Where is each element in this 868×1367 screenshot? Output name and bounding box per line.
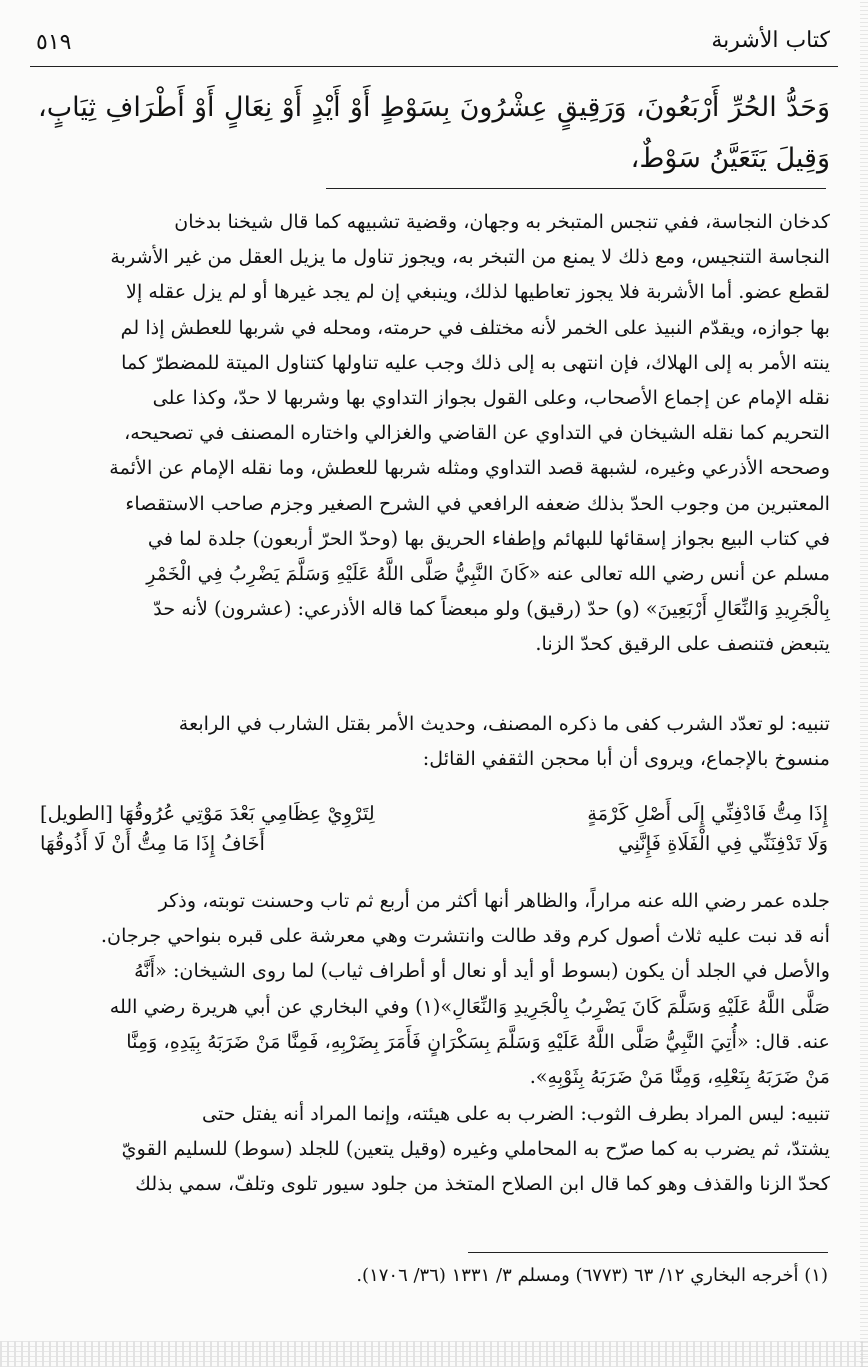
text-line: عنه. قال: «أُتِيَ النَّبِيُّ صَلَّى اللَّهُ عَلَيْهِ وَسَلَّمَ بِسَكْرَانٍ فَأَمَرَ بِضَرْبِهِ، فَمِنَّا مَنْ ضَرَبَهُ بِيَدِهِ، وَمِنَّا (126, 1029, 830, 1053)
footnote-separator (468, 1252, 828, 1253)
decorative-border (0, 1341, 868, 1367)
chapter-title: كتاب الأشربة (711, 28, 830, 53)
text-line: يشتدّ، ثم يضرب به كما صرّح به المحاملي وغيره (وقيل يتعين) للجلد (سوط) للسليم القويّ (121, 1137, 830, 1161)
text-line: النجاسة التنجيس، ومع ذلك لا يمنع من التبخر به، ويجوز تناول ما يزيل العقل من غير الأشربة (110, 245, 830, 269)
verse-hemistich: وَلَا تَدْفِنَنِّي فِي الْفَلَاةِ فَإِنَّنِي (618, 832, 828, 855)
text-line: منسوخ بالإجماع، ويروى أن أبا محجن الثقفي القائل: (422, 747, 830, 771)
text-line: التحريم كما نقله الشيخان في التداوي عن القاضي والغزالي واختاره المصنف في تصحيحه، (124, 421, 830, 445)
verse-line-1 (40, 799, 828, 829)
verse-hemistich: إِذَا مِتُّ فَادْفِنِّي إِلَى أَصْلِ كَرْمَةٍ (587, 802, 828, 825)
text-line: نقله الإمام عن إجماع الأصحاب، وعلى القول بجواز التداوي بها وشربها لا حدّ، وكذا على (152, 386, 830, 410)
commentary-paragraph-3 (36, 883, 830, 1094)
text-line: أنه قد نبت عليه ثلاث أصول كرم وقد طالت وانتشرت وهي معرشة على قبره بنواحي جرجان. (100, 924, 830, 948)
text-line: بِالْجَرِيدِ وَالنِّعَالِ أَرْبَعِينَ» (و) حدّ (رقيق) ولو مبعضاً كما قاله الأذرعي: (عشرون) لأنه حدّ (153, 597, 830, 621)
text-line: وصححه الأذرعي وغيره، لشبهة قصد التداوي ومثله شربها للعطش، وما نقله الإمام عن الأئمة (109, 456, 830, 480)
text-line: المعتبرين من وجوب الحدّ بذلك ضعفه الرافعي في الشرح الصغير وجزم صاحب الاستقصاء (125, 491, 830, 515)
verse-line-2 (40, 829, 828, 859)
page-edge-decoration (860, 0, 868, 1367)
text-line: يتبعض فتنصف على الرقيق كحدّ الزنا. (535, 632, 830, 656)
text-line: كحدّ الزنا والقذف وهو كما قال ابن الصلاح المتخذ من جلود سيور تلوى وتلفّ، سمي بذلك (135, 1172, 830, 1196)
running-header (30, 22, 838, 67)
text-line: مسلم عن أنس رضي الله تعالى عنه «كَانَ النَّبِيُّ صَلَّى اللَّهُ عَلَيْهِ وَسَلَّمَ يَضْرِبُ فِي الْخَمْرِ (146, 562, 830, 586)
text-line: والأصل في الجلد أن يكون (بسوط أو أيد أو نعال أو أطراف ثياب) لما روى الشيخان: «أَنَّهُ (134, 959, 830, 983)
footnote: (١) أخرجه البخاري ١٢/ ٦٣ (٦٧٧٣) ومسلم ٣/ ١٣٣١ (٣٦/ ١٧٠٦). (356, 1265, 828, 1286)
text-line: لقطع عضو. أما الأشربة فلا يجوز تعاطيها لذلك، وينبغي إن لم يجد غيرها أو لم يزل عقله إلا (126, 280, 830, 304)
text-line: تنبيه: لو تعدّد الشرب كفى ما ذكره المصنف، وحديث الأمر بقتل الشارب في الرابعة (178, 712, 830, 735)
text-line: ينته الأمر به إلى الهلاك، فإن انتهى به إلى ذلك وجب عليه تناولها كتناول الميتة للمضطرّ كما (121, 350, 830, 374)
verse-hemistich: أَخَافُ إِذَا مَا مِتُّ أَنْ لَا أَذُوقُهَا (40, 832, 265, 855)
text-line: كدخان النجاسة، ففي تنجس المتبخر به وجهان، وقضية تشبيهه كما قال شيخنا بدخان (174, 210, 830, 233)
text-line: بها جوازه، ويقدّم النبيذ على الخمر لأنه مختلف في حرمته، ومحله في شربها للعطش إذا لم (120, 315, 830, 339)
commentary-paragraph-1 (36, 204, 830, 662)
text-line: مَنْ ضَرَبَهُ بِنَعْلِهِ، وَمِنَّا مَنْ ضَرَبَهُ بِثَوْبِهِ». (529, 1065, 830, 1089)
main-text: وَحَدُّ الحُرِّ أَرْبَعُونَ، وَرَقِيقٍ عِشْرُونَ بِسَوْطٍ أَوْ أَيْدٍ أَوْ نِعَالٍ أَوْ أَطْرَافِ ثِيَابٍ، وَقِيلَ يَتَعَيَّنُ سَوْطٌ، (38, 92, 830, 174)
page-number: ٥١٩ (36, 30, 72, 55)
text-line: تنبيه: ليس المراد بطرف الثوب: الضرب به على هيئته، وإنما المراد أنه يفتل حتى (202, 1102, 830, 1125)
text-line: صَلَّى اللَّهُ عَلَيْهِ وَسَلَّمَ كَانَ يَضْرِبُ بِالْجَرِيدِ وَالنِّعَالِ»(١) وفي البخاري عن أبي هريرة رضي الله (109, 994, 830, 1018)
main-text-separator (326, 188, 826, 189)
verse-hemistich: لِتَرْوِيْ عِظَامِي بَعْدَ مَوْتِي عُرُوقُهَا [الطويل] (40, 802, 375, 825)
commentary-paragraph-2 (36, 706, 830, 776)
poetry-verse (40, 799, 828, 859)
text-line: جلده عمر رضي الله عنه مراراً، والظاهر أنها أكثر من أربع ثم تاب وحسنت توبته، وذكر (158, 889, 830, 912)
commentary-paragraph-4 (36, 1096, 830, 1202)
text-line: في كتاب البيع بجواز إسقائها للبهائم وإطفاء الحريق بها (وحدّ الحرّ أربعون) جلدة لما في (147, 526, 830, 550)
